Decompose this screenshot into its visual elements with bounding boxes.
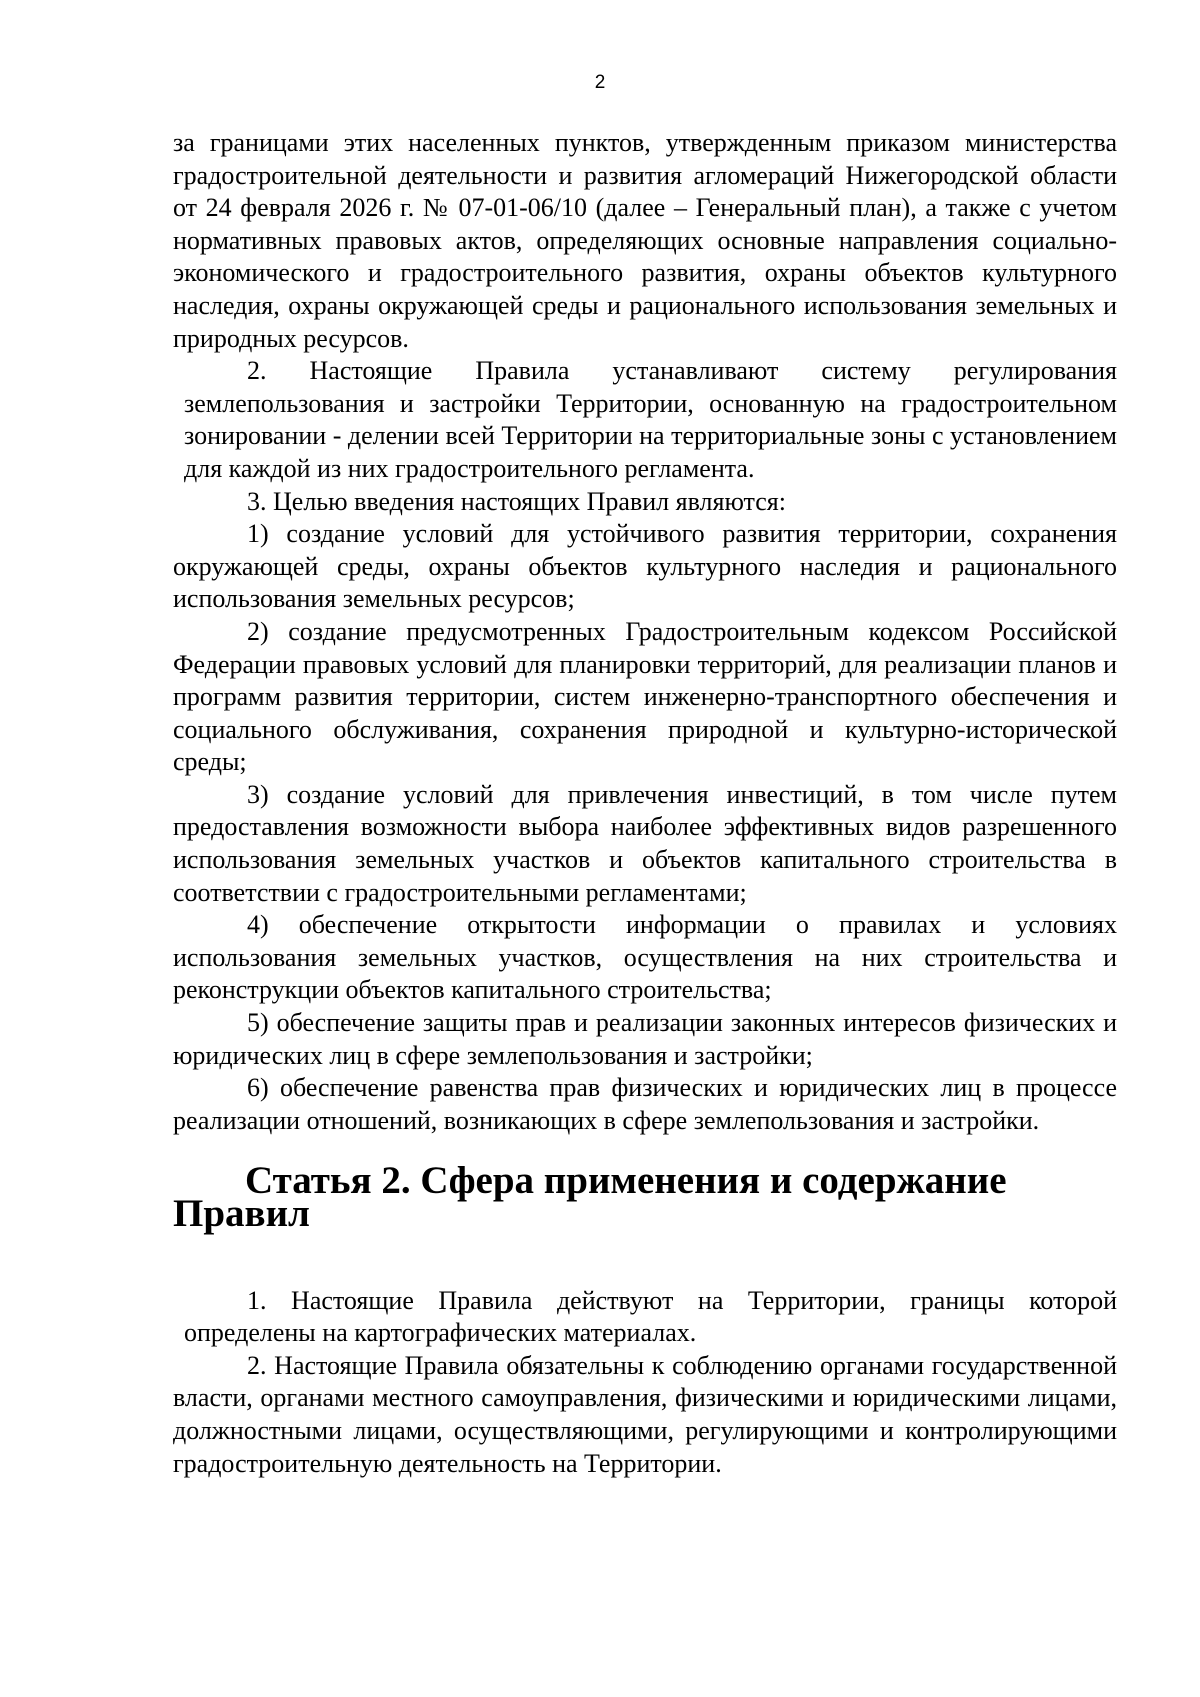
- article-2-paragraph-2: 2. Настоящие Правила обязательны к соблюдению органами государственной власти, органами местного самоуправления, физическими и юридическими лицами, должностными лицами, осуществляющими, регулирующими и контролирующими градостроительную деятельность на Территории.: [173, 1350, 1117, 1478]
- goal-item-1: 1) создание условий для устойчивого развития территории, сохранения окружающей среды, охраны объектов культурного наследия и рационального использования земельных ресурсов;: [173, 519, 1117, 614]
- goal-item-3: 3) создание условий для привлечения инвестиций, в том числе путем предоставления возможности выбора наиболее эффективных видов разрешенного использования земельных участков и объектов капитального строительства в соответствии с градостроительными регламентами;: [173, 779, 1117, 907]
- article-2-paragraph-1: 1. Настоящие Правила действуют на Территории, границы которой определены на картографических материалах.: [184, 1285, 1117, 1348]
- goal-item-4: 4) обеспечение открытости информации о правилах и условиях использования земельных участков, осуществления на них строительства и реконструкции объектов капитального строительства;: [173, 910, 1117, 1005]
- document-body: [173, 127, 1117, 1480]
- paragraph-item-2: 2. Настоящие Правила устанавливают систему регулирования землепользования и застройки Территории, основанную на градостроительном зонировании - делении всей Территории на территориальные зоны с установлением для каждой из них градостроительного регламента.: [184, 356, 1117, 483]
- goal-item-2: 2) создание предусмотренных Градостроительным кодексом Российской Федерации правовых условий для планировки территорий, для реализации планов и программ развития территории, систем инженерно-транспортного обеспечения и социального обслуживания, сохранения природной и культурно-исторической среды;: [173, 616, 1117, 777]
- paragraph-continuation: за границами этих населенных пунктов, утвержденным приказом министерства градостроительной деятельности и развития агломераций Нижегородской области от 24 февраля 2026 г. № 07-01-06/10 (далее – Генеральный план), а также с учетом нормативных правовых актов, определяющих основные направления социально-экономического и градостроительного развития, охраны объектов культурного наследия, охраны окружающей среды и рационального использования земельных и природных ресурсов.: [173, 128, 1117, 353]
- goal-item-5: 5) обеспечение защиты прав и реализации законных интересов физических и юридических лиц в сфере землепользования и застройки;: [173, 1008, 1117, 1070]
- goal-item-6: 6) обеспечение равенства прав физических и юридических лиц в процессе реализации отношений, возникающих в сфере землепользования и застройки.: [173, 1073, 1117, 1135]
- page-number: 2: [594, 72, 606, 93]
- paragraph-item-3: 3. Целью введения настоящих Правил являются:: [247, 486, 786, 516]
- article-2-heading: Статья 2. Сфера применения и содержание Правил: [173, 1159, 1007, 1235]
